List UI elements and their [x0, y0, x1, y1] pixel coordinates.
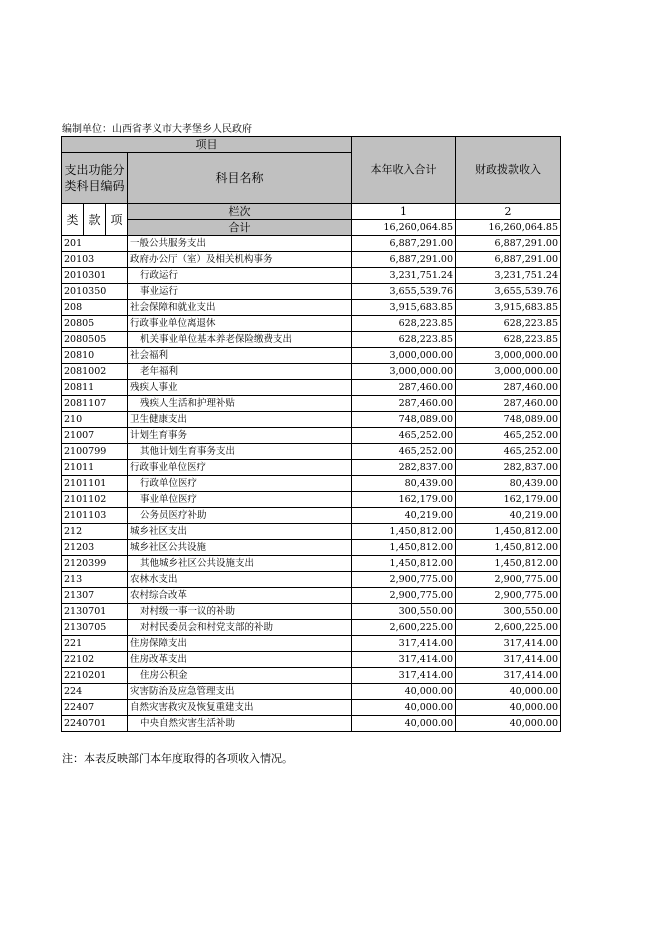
lanci-label: 栏次: [128, 204, 352, 220]
row-code: 2101101: [62, 476, 128, 492]
row-col2: 282,837.00: [456, 460, 561, 476]
income-table: [61, 136, 561, 732]
row-col1: 40,000.00: [352, 684, 456, 700]
table-row: [62, 700, 561, 716]
row-col1: 3,231,751.24: [352, 268, 456, 284]
row-col2: 1,450,812.00: [456, 524, 561, 540]
row-col2: 317,414.00: [456, 636, 561, 652]
row-code: 20811: [62, 380, 128, 396]
row-code: 22102: [62, 652, 128, 668]
row-name: 计划生育事务: [128, 428, 352, 444]
col1-header: 本年收入合计: [352, 137, 456, 204]
table-row: [62, 412, 561, 428]
lei-header: 类: [62, 204, 84, 236]
row-col2: 628,223.85: [456, 316, 561, 332]
row-code: 2101102: [62, 492, 128, 508]
row-code: 221: [62, 636, 128, 652]
row-col1: 282,837.00: [352, 460, 456, 476]
row-col1: 465,252.00: [352, 428, 456, 444]
table-row: [62, 332, 561, 348]
row-col1: 287,460.00: [352, 396, 456, 412]
col2-number: 2: [456, 204, 561, 220]
table-row: [62, 604, 561, 620]
row-code: 2081002: [62, 364, 128, 380]
row-col1: 1,450,812.00: [352, 540, 456, 556]
row-col2: 6,887,291.00: [456, 252, 561, 268]
row-col1: 317,414.00: [352, 652, 456, 668]
row-col2: 465,252.00: [456, 444, 561, 460]
row-name: 行政事业单位医疗: [128, 460, 352, 476]
row-name: 事业单位医疗: [128, 492, 352, 508]
row-col2: 628,223.85: [456, 332, 561, 348]
code-header: 支出功能分类科目编码: [62, 153, 128, 204]
row-col1: 2,900,775.00: [352, 588, 456, 604]
reporting-unit: 编制单位：山西省孝义市大孝堡乡人民政府: [62, 124, 252, 135]
row-code: 208: [62, 300, 128, 316]
row-col1: 162,179.00: [352, 492, 456, 508]
row-col2: 3,915,683.85: [456, 300, 561, 316]
row-code: 2010301: [62, 268, 128, 284]
row-name: 行政事业单位离退休: [128, 316, 352, 332]
table-row: [62, 492, 561, 508]
row-name: 中央自然灾害生活补助: [128, 716, 352, 732]
row-name: 行政单位医疗: [128, 476, 352, 492]
row-name: 卫生健康支出: [128, 412, 352, 428]
row-name: 社会福利: [128, 348, 352, 364]
row-col2: 80,439.00: [456, 476, 561, 492]
row-col2: 1,450,812.00: [456, 556, 561, 572]
row-code: 201: [62, 236, 128, 252]
row-col1: 287,460.00: [352, 380, 456, 396]
total-label: 合计: [128, 220, 352, 236]
row-code: 2240701: [62, 716, 128, 732]
row-name: 住房保障支出: [128, 636, 352, 652]
row-col1: 3,000,000.00: [352, 348, 456, 364]
row-col1: 40,000.00: [352, 716, 456, 732]
table-row: [62, 588, 561, 604]
table-row: [62, 540, 561, 556]
row-name: 政府办公厅（室）及相关机构事务: [128, 252, 352, 268]
table-row: [62, 444, 561, 460]
table-row: [62, 396, 561, 412]
row-col2: 2,900,775.00: [456, 588, 561, 604]
row-name: 老年福利: [128, 364, 352, 380]
row-col1: 317,414.00: [352, 668, 456, 684]
row-name: 自然灾害救灾及恢复重建支出: [128, 700, 352, 716]
row-col1: 1,450,812.00: [352, 556, 456, 572]
table-row: [62, 284, 561, 300]
row-col2: 40,000.00: [456, 700, 561, 716]
row-name: 对村级一事一议的补助: [128, 604, 352, 620]
row-name: 住房公积金: [128, 668, 352, 684]
row-code: 21307: [62, 588, 128, 604]
table-row: [62, 300, 561, 316]
table-row: [62, 348, 561, 364]
row-col2: 40,000.00: [456, 716, 561, 732]
row-col2: 3,000,000.00: [456, 364, 561, 380]
row-code: 20805: [62, 316, 128, 332]
table-row: [62, 380, 561, 396]
row-col2: 3,655,539.76: [456, 284, 561, 300]
total-col2: 16,260,064.85: [456, 220, 561, 236]
row-name: 其他计划生育事务支出: [128, 444, 352, 460]
row-code: 2081107: [62, 396, 128, 412]
row-col2: 287,460.00: [456, 396, 561, 412]
table-row: [62, 524, 561, 540]
row-col1: 317,414.00: [352, 636, 456, 652]
row-col2: 1,450,812.00: [456, 540, 561, 556]
row-code: 2120399: [62, 556, 128, 572]
col2-header: 财政拨款收入: [456, 137, 561, 204]
row-col1: 40,219.00: [352, 508, 456, 524]
row-col2: 287,460.00: [456, 380, 561, 396]
row-code: 210: [62, 412, 128, 428]
row-code: 21203: [62, 540, 128, 556]
row-col1: 628,223.85: [352, 332, 456, 348]
table-row: [62, 508, 561, 524]
row-col2: 40,219.00: [456, 508, 561, 524]
row-code: 2210201: [62, 668, 128, 684]
row-col1: 3,655,539.76: [352, 284, 456, 300]
row-code: 2130701: [62, 604, 128, 620]
row-code: 2100799: [62, 444, 128, 460]
row-name: 社会保障和就业支出: [128, 300, 352, 316]
row-col1: 748,089.00: [352, 412, 456, 428]
row-col2: 748,089.00: [456, 412, 561, 428]
row-name: 灾害防治及应急管理支出: [128, 684, 352, 700]
row-name: 机关事业单位基本养老保险缴费支出: [128, 332, 352, 348]
project-header: 项目: [62, 137, 352, 153]
row-name: 农村综合改革: [128, 588, 352, 604]
row-col2: 317,414.00: [456, 652, 561, 668]
total-col1: 16,260,064.85: [352, 220, 456, 236]
row-code: 212: [62, 524, 128, 540]
row-col2: 162,179.00: [456, 492, 561, 508]
row-name: 一般公共服务支出: [128, 236, 352, 252]
table-row: [62, 556, 561, 572]
row-name: 残疾人事业: [128, 380, 352, 396]
table-row: [62, 268, 561, 284]
row-col1: 3,000,000.00: [352, 364, 456, 380]
table-row: [62, 668, 561, 684]
row-col2: 2,900,775.00: [456, 572, 561, 588]
row-col1: 1,450,812.00: [352, 524, 456, 540]
row-name: 对村民委员会和村党支部的补助: [128, 620, 352, 636]
row-name: 公务员医疗补助: [128, 508, 352, 524]
table-row: [62, 652, 561, 668]
table-row: [62, 364, 561, 380]
table-row: [62, 636, 561, 652]
row-col2: 6,887,291.00: [456, 236, 561, 252]
row-col2: 40,000.00: [456, 684, 561, 700]
row-col2: 300,550.00: [456, 604, 561, 620]
row-col1: 3,915,683.85: [352, 300, 456, 316]
row-name: 行政运行: [128, 268, 352, 284]
row-col1: 6,887,291.00: [352, 252, 456, 268]
row-col2: 317,414.00: [456, 668, 561, 684]
table-row: [62, 572, 561, 588]
row-code: 2010350: [62, 284, 128, 300]
table-row: [62, 236, 561, 252]
table-row: [62, 620, 561, 636]
row-code: 2101103: [62, 508, 128, 524]
row-col1: 628,223.85: [352, 316, 456, 332]
name-header: 科目名称: [128, 153, 352, 204]
row-code: 20810: [62, 348, 128, 364]
row-code: 213: [62, 572, 128, 588]
row-col1: 300,550.00: [352, 604, 456, 620]
row-name: 事业运行: [128, 284, 352, 300]
row-col2: 3,000,000.00: [456, 348, 561, 364]
table-row: [62, 476, 561, 492]
table-row: [62, 428, 561, 444]
table-row: [62, 460, 561, 476]
row-name: 其他城乡社区公共设施支出: [128, 556, 352, 572]
row-col2: 465,252.00: [456, 428, 561, 444]
row-col1: 40,000.00: [352, 700, 456, 716]
row-code: 21011: [62, 460, 128, 476]
row-col1: 465,252.00: [352, 444, 456, 460]
row-name: 城乡社区公共设施: [128, 540, 352, 556]
row-code: 20103: [62, 252, 128, 268]
row-code: 22407: [62, 700, 128, 716]
row-name: 住房改革支出: [128, 652, 352, 668]
row-col1: 2,600,225.00: [352, 620, 456, 636]
table-row: [62, 252, 561, 268]
kuan-header: 款: [84, 204, 106, 236]
row-name: 城乡社区支出: [128, 524, 352, 540]
row-col1: 80,439.00: [352, 476, 456, 492]
xiang-header: 项: [106, 204, 128, 236]
footnote: 注：本表反映部门本年度取得的各项收入情况。: [62, 752, 293, 765]
table-row: [62, 716, 561, 732]
table-row: [62, 684, 561, 700]
col1-number: 1: [352, 204, 456, 220]
table-row: [62, 316, 561, 332]
row-name: 农林水支出: [128, 572, 352, 588]
row-code: 2080505: [62, 332, 128, 348]
row-code: 224: [62, 684, 128, 700]
row-col2: 2,600,225.00: [456, 620, 561, 636]
row-name: 残疾人生活和护理补贴: [128, 396, 352, 412]
row-col1: 2,900,775.00: [352, 572, 456, 588]
row-col1: 6,887,291.00: [352, 236, 456, 252]
row-col2: 3,231,751.24: [456, 268, 561, 284]
row-code: 2130705: [62, 620, 128, 636]
row-code: 21007: [62, 428, 128, 444]
